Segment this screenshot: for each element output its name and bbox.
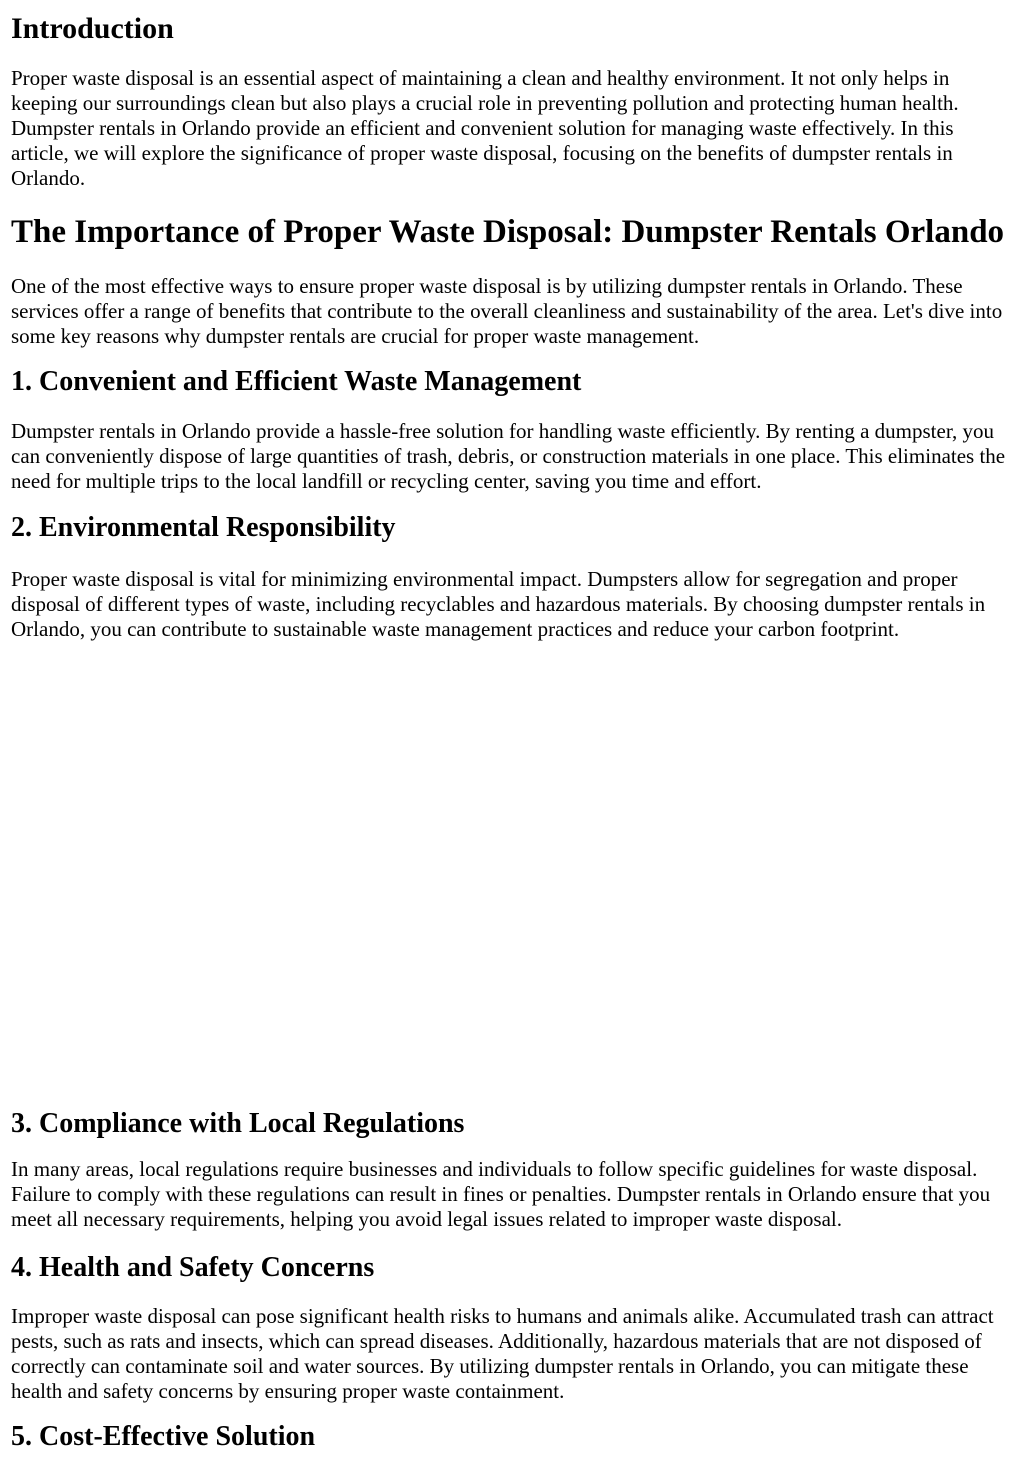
overview-paragraph: One of the most effective ways to ensure proper waste disposal is by utilizing dumpster rentals in Orlando. These services offer a range of benefits that contribute to the overall cleanliness and sustainability of the area. Let's dive into some key reasons why dumpster rentals are crucial for proper waste management. bbox=[11, 274, 1003, 348]
article-page bbox=[0, 11, 1024, 1459]
section-3-heading: 3. Compliance with Local Regulations bbox=[11, 1108, 465, 1139]
blank-image-gap bbox=[11, 642, 1013, 1108]
section-2-heading: 2. Environmental Responsibility bbox=[11, 512, 396, 543]
section-4-paragraph: Improper waste disposal can pose significant health risks to humans and animals alike. Accumulated trash can attract pests, such as rats and insects, which can spread diseases. Additionally, hazardous materials that are not disposed of correctly can contaminate soil and water sources. By utilizing dumpster rentals in Orlando, you can mitigate these health and safety concerns by ensuring proper waste containment. bbox=[11, 1304, 994, 1403]
intro-heading: Introduction bbox=[11, 12, 174, 45]
section-1-heading: 1. Convenient and Efficient Waste Management bbox=[11, 366, 582, 397]
section-2-paragraph: Proper waste disposal is vital for minimizing environmental impact. Dumpsters allow for segregation and proper disposal of different types of waste, including recyclables and hazardous materials. By choosing dumpster rentals in Orlando, you can contribute to sustainable waste management practices and reduce your carbon footprint. bbox=[11, 567, 986, 641]
section-1-paragraph: Dumpster rentals in Orlando provide a hassle-free solution for handling waste efficiently. By renting a dumpster, you can conveniently dispose of large quantities of trash, debris, or construction materials in one place. This eliminates the need for multiple trips to the local landfill or recycling center, saving you time and effort. bbox=[11, 419, 1006, 493]
section-5-heading: 5. Cost-Effective Solution bbox=[11, 1421, 316, 1452]
section-4-heading: 4. Health and Safety Concerns bbox=[11, 1252, 375, 1283]
intro-paragraph: Proper waste disposal is an essential aspect of maintaining a clean and healthy environment. It not only helps in keeping our surroundings clean but also plays a crucial role in preventing pollution and protecting human health. Dumpster rentals in Orlando provide an efficient and convenient solution for managing waste effectively. In this article, we will explore the significance of proper waste disposal, focusing on the benefits of dumpster rentals in Orlando. bbox=[11, 66, 959, 190]
article-title: The Importance of Proper Waste Disposal: Dumpster Rentals Orlando bbox=[11, 214, 1005, 250]
section-3-paragraph: In many areas, local regulations require businesses and individuals to follow specific guidelines for waste disposal. Failure to comply with these regulations can result in fines or penalties. Dumpster rentals in Orlando ensure that you meet all necessary requirements, helping you avoid legal issues related to improper waste disposal. bbox=[11, 1157, 991, 1231]
